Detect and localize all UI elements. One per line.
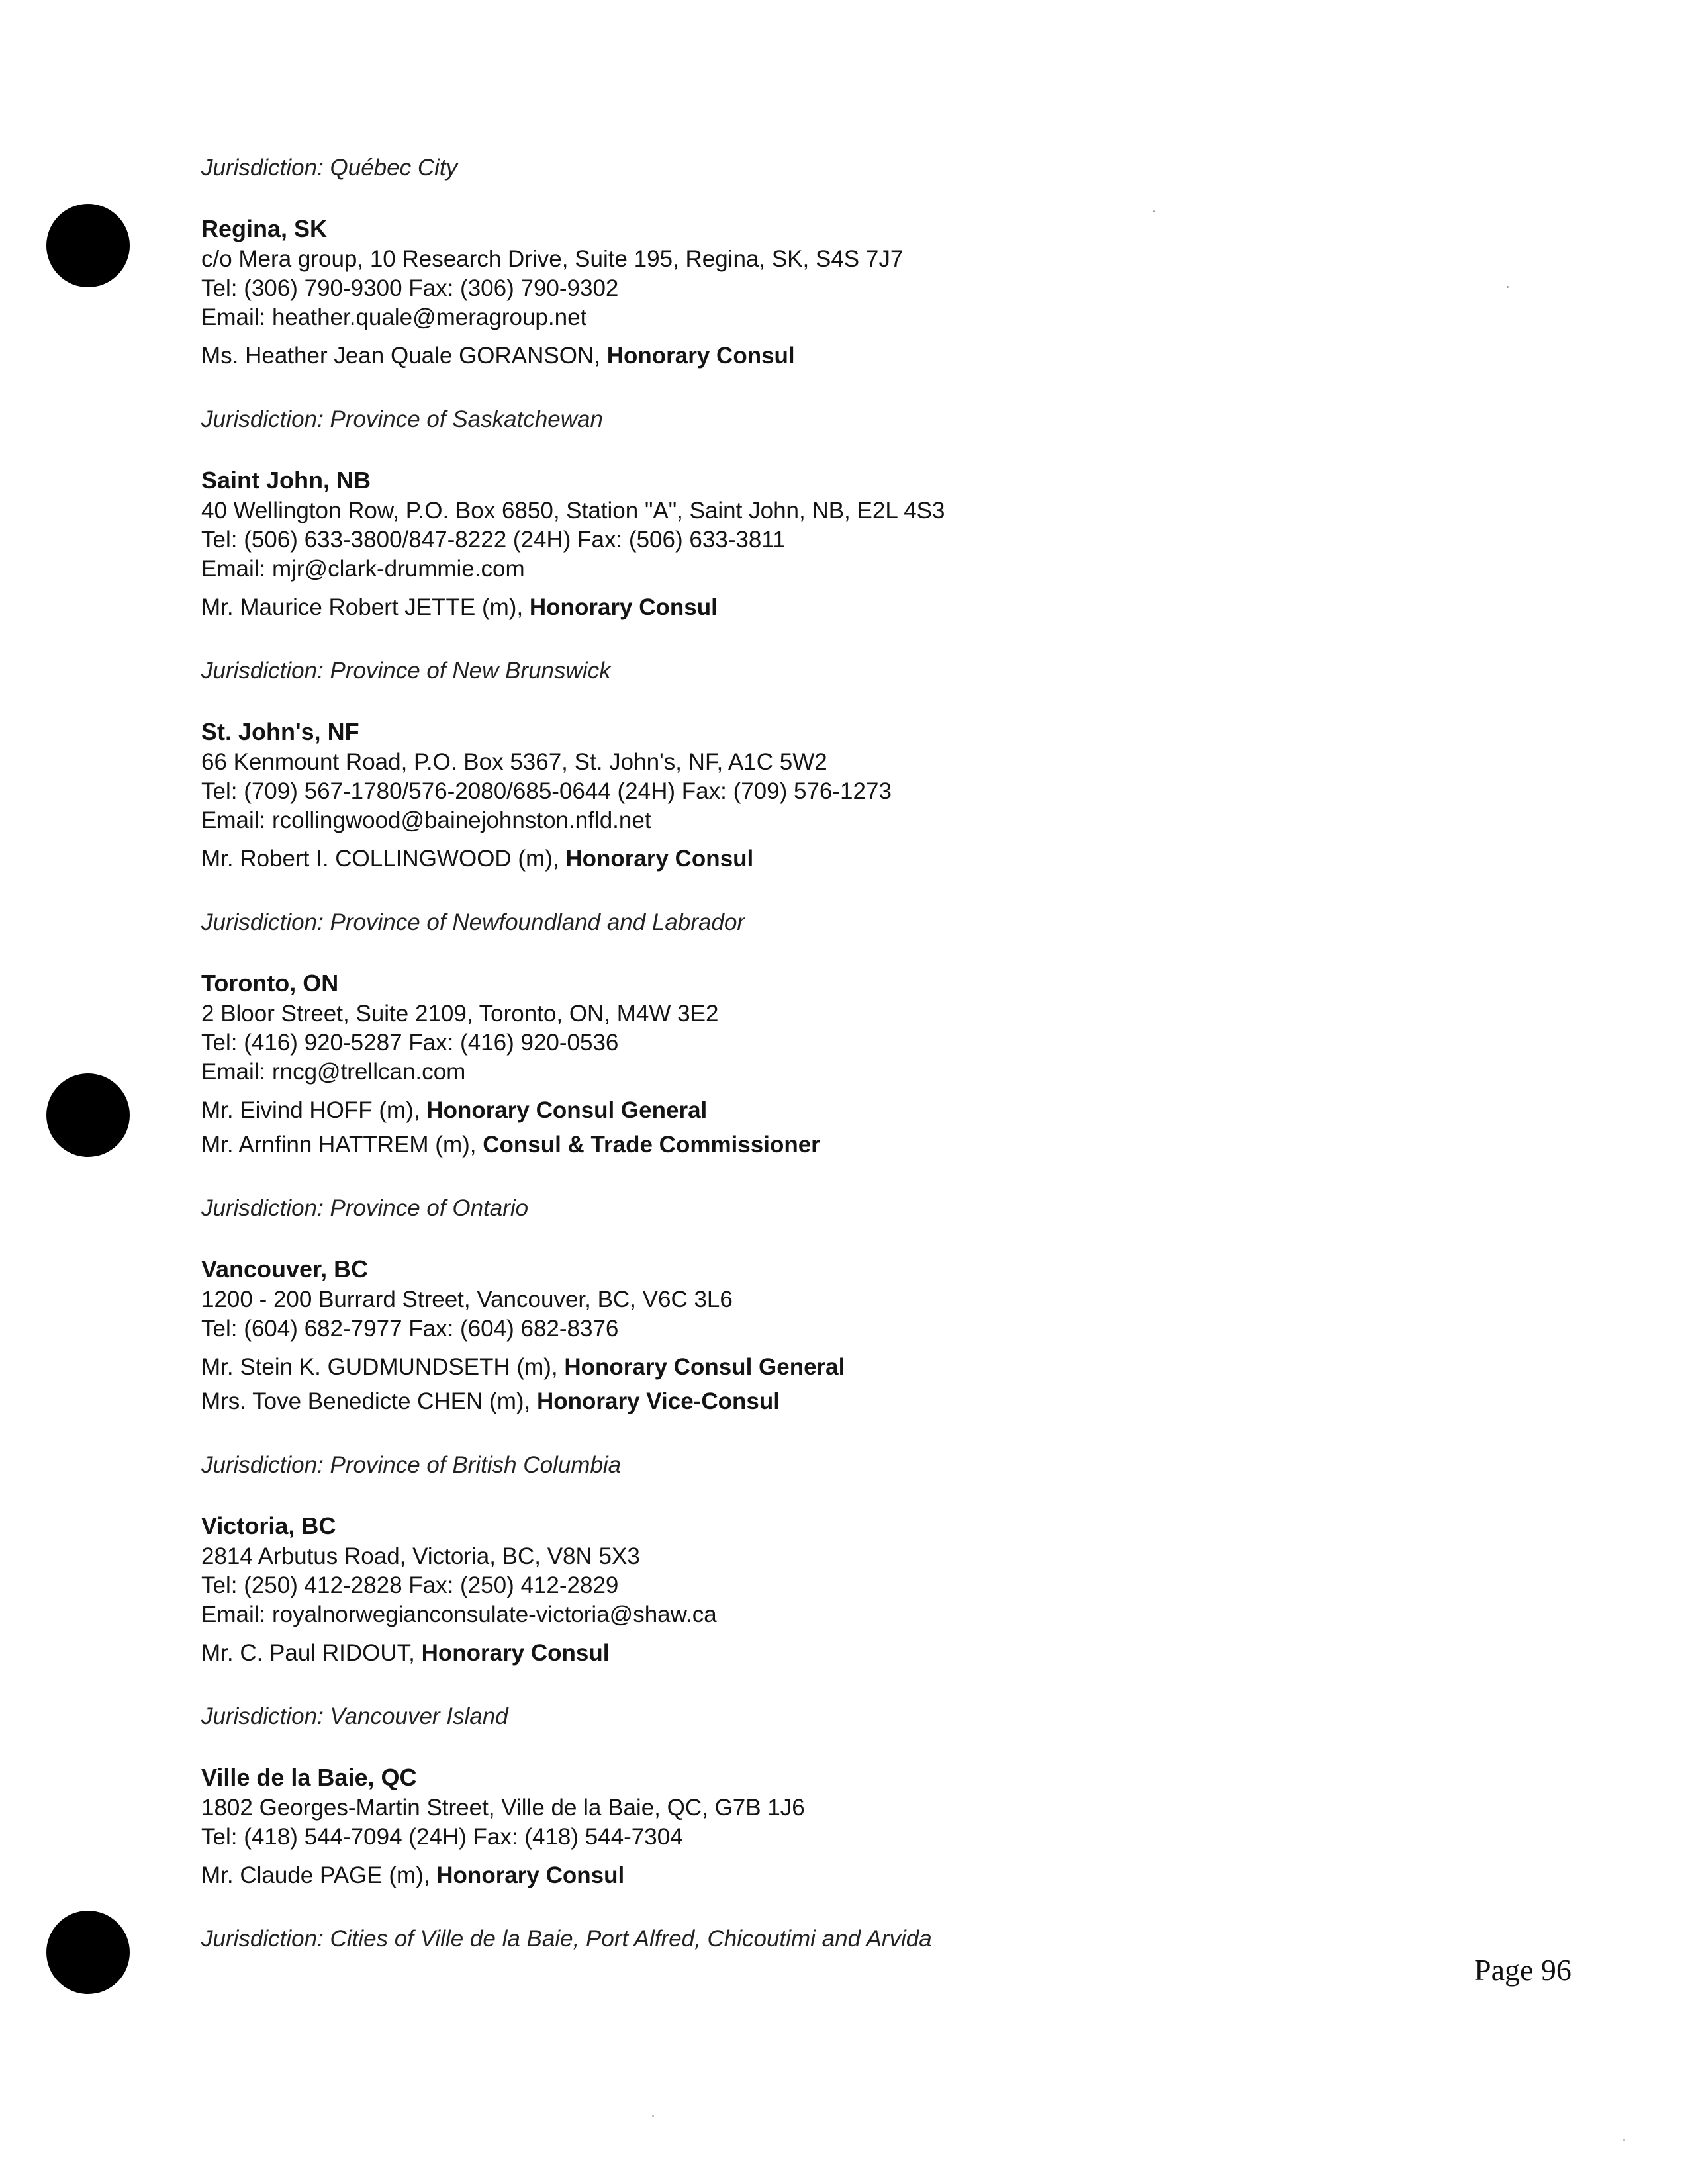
contact-line: Tel: (306) 790-9300 Fax: (306) 790-9302 bbox=[201, 275, 619, 301]
address-line: 2 Bloor Street, Suite 2109, Toronto, ON, M4W 3E2 bbox=[201, 1001, 719, 1026]
jurisdiction-value: Cities of Ville de la Baie, Port Alfred, Chicoutimi and Arvida bbox=[330, 1926, 932, 1952]
consul-title: Honorary Consul General bbox=[564, 1354, 845, 1380]
jurisdiction-line bbox=[201, 1925, 1459, 1954]
contact-line: Email: heather.quale@meragroup.net bbox=[201, 304, 587, 330]
binder-hole-top bbox=[46, 204, 130, 287]
consul-list bbox=[201, 1350, 1459, 1419]
jurisdiction-value: Province of New Brunswick bbox=[330, 658, 611, 684]
city-heading: Ville de la Baie, QC bbox=[201, 1764, 417, 1791]
consul-title: Honorary Consul bbox=[565, 846, 754, 872]
jurisdiction-value: Province of Ontario bbox=[330, 1195, 529, 1221]
city-heading: Toronto, ON bbox=[201, 970, 339, 997]
address-line: c/o Mera group, 10 Research Drive, Suite 195, Regina, SK, S4S 7J7 bbox=[201, 246, 904, 272]
binder-hole-middle bbox=[46, 1073, 130, 1157]
address-line: 40 Wellington Row, P.O. Box 6850, Station "A", Saint John, NB, E2L 4S3 bbox=[201, 498, 945, 523]
contact-line: Email: rcollingwood@bainejohnston.nfld.net bbox=[201, 807, 651, 833]
jurisdiction-value: Province of Saskatchewan bbox=[330, 406, 603, 432]
address-line: 2814 Arbutus Road, Victoria, BC, V8N 5X3 bbox=[201, 1543, 640, 1569]
consul-name: Mr. Eivind HOFF (m), bbox=[201, 1097, 420, 1123]
consul-title: Honorary Consul bbox=[421, 1640, 610, 1666]
consul-entry bbox=[201, 1350, 1459, 1385]
page-number: Page 96 bbox=[1474, 1953, 1571, 1987]
consul-entry bbox=[201, 1636, 1459, 1670]
jurisdiction-value: Vancouver Island bbox=[330, 1704, 508, 1729]
consul-title: Honorary Consul bbox=[436, 1862, 625, 1888]
consulate-entries bbox=[201, 214, 1459, 1954]
jurisdiction-label: Jurisdiction: bbox=[201, 155, 324, 181]
jurisdiction-line bbox=[201, 154, 1459, 183]
consulate-listing bbox=[201, 154, 1459, 1985]
city-heading: Victoria, BC bbox=[201, 1512, 336, 1539]
consul-title: Honorary Vice-Consul bbox=[537, 1388, 780, 1414]
consul-list bbox=[201, 339, 1459, 373]
contact-line: Email: mjr@clark-drummie.com bbox=[201, 556, 525, 582]
jurisdiction-value: Province of British Columbia bbox=[330, 1452, 622, 1478]
jurisdiction-value: Québec City bbox=[330, 155, 458, 181]
consul-title: Honorary Consul bbox=[606, 343, 795, 369]
jurisdiction-label: Jurisdiction: bbox=[201, 1926, 324, 1952]
consulate-entry bbox=[201, 1255, 1459, 1480]
jurisdiction-line bbox=[201, 908, 1459, 937]
jurisdiction-line bbox=[201, 1194, 1459, 1223]
scan-speck bbox=[652, 2115, 654, 2117]
consul-name: Mr. Stein K. GUDMUNDSETH (m), bbox=[201, 1354, 558, 1380]
consul-title: Honorary Consul General bbox=[426, 1097, 708, 1123]
consul-name: Mr. C. Paul RIDOUT, bbox=[201, 1640, 415, 1666]
consulate-entry bbox=[201, 466, 1459, 686]
consulate-entry bbox=[201, 969, 1459, 1223]
jurisdiction-line bbox=[201, 657, 1459, 686]
jurisdiction-label: Jurisdiction: bbox=[201, 658, 324, 684]
scan-speck bbox=[1623, 2139, 1625, 2141]
consul-entry bbox=[201, 842, 1459, 876]
consul-list bbox=[201, 842, 1459, 876]
contact-line: Tel: (250) 412-2828 Fax: (250) 412-2829 bbox=[201, 1572, 619, 1598]
contact-line: Tel: (506) 633-3800/847-8222 (24H) Fax: (506) 633-3811 bbox=[201, 527, 786, 553]
contact-line: Email: rncg@trellcan.com bbox=[201, 1059, 466, 1085]
city-heading: Vancouver, BC bbox=[201, 1255, 369, 1283]
consulate-entry bbox=[201, 214, 1459, 434]
consul-name: Mr. Maurice Robert JETTE (m), bbox=[201, 594, 524, 620]
jurisdiction-line bbox=[201, 1451, 1459, 1480]
scan-speck bbox=[1507, 286, 1509, 288]
jurisdiction-label: Jurisdiction: bbox=[201, 909, 324, 935]
contact-line: Tel: (416) 920-5287 Fax: (416) 920-0536 bbox=[201, 1030, 619, 1056]
consul-list bbox=[201, 1093, 1459, 1162]
jurisdiction-line bbox=[201, 1702, 1459, 1731]
consul-entry bbox=[201, 590, 1459, 625]
contact-line: Email: royalnorwegianconsulate-victoria@shaw.ca bbox=[201, 1602, 717, 1627]
jurisdiction-label: Jurisdiction: bbox=[201, 1704, 324, 1729]
consul-name: Mrs. Tove Benedicte CHEN (m), bbox=[201, 1388, 531, 1414]
city-heading: Regina, SK bbox=[201, 215, 328, 242]
consulate-entry bbox=[201, 717, 1459, 937]
consul-list bbox=[201, 1636, 1459, 1670]
consulate-entry bbox=[201, 1763, 1459, 1954]
consul-entry bbox=[201, 1128, 1459, 1162]
consul-name: Ms. Heather Jean Quale GORANSON, bbox=[201, 343, 600, 369]
consul-entry bbox=[201, 339, 1459, 373]
contact-line: Tel: (604) 682-7977 Fax: (604) 682-8376 bbox=[201, 1316, 619, 1342]
consul-title: Honorary Consul bbox=[529, 594, 718, 620]
consul-name: Mr. Claude PAGE (m), bbox=[201, 1862, 430, 1888]
jurisdiction-line bbox=[201, 405, 1459, 434]
consul-list bbox=[201, 1858, 1459, 1893]
address-line: 1802 Georges-Martin Street, Ville de la Baie, QC, G7B 1J6 bbox=[201, 1795, 805, 1821]
jurisdiction-value: Province of Newfoundland and Labrador bbox=[330, 909, 745, 935]
city-heading: Saint John, NB bbox=[201, 467, 371, 494]
consul-name: Mr. Robert I. COLLINGWOOD (m), bbox=[201, 846, 559, 872]
address-line: 1200 - 200 Burrard Street, Vancouver, BC, V6C 3L6 bbox=[201, 1287, 733, 1312]
consulate-entry bbox=[201, 1512, 1459, 1731]
binder-hole-bottom bbox=[46, 1911, 130, 1994]
jurisdiction-label: Jurisdiction: bbox=[201, 406, 324, 432]
consul-title: Consul & Trade Commissioner bbox=[483, 1132, 820, 1158]
consul-entry bbox=[201, 1385, 1459, 1419]
address-line: 66 Kenmount Road, P.O. Box 5367, St. John's, NF, A1C 5W2 bbox=[201, 749, 827, 775]
consul-entry bbox=[201, 1858, 1459, 1893]
consul-list bbox=[201, 590, 1459, 625]
jurisdiction-label: Jurisdiction: bbox=[201, 1452, 324, 1478]
contact-line: Tel: (709) 567-1780/576-2080/685-0644 (24H) Fax: (709) 576-1273 bbox=[201, 778, 892, 804]
contact-line: Tel: (418) 544-7094 (24H) Fax: (418) 544-7304 bbox=[201, 1824, 683, 1850]
consul-name: Mr. Arnfinn HATTREM (m), bbox=[201, 1132, 477, 1158]
city-heading: St. John's, NF bbox=[201, 718, 359, 745]
jurisdiction-label: Jurisdiction: bbox=[201, 1195, 324, 1221]
consul-entry bbox=[201, 1093, 1459, 1128]
